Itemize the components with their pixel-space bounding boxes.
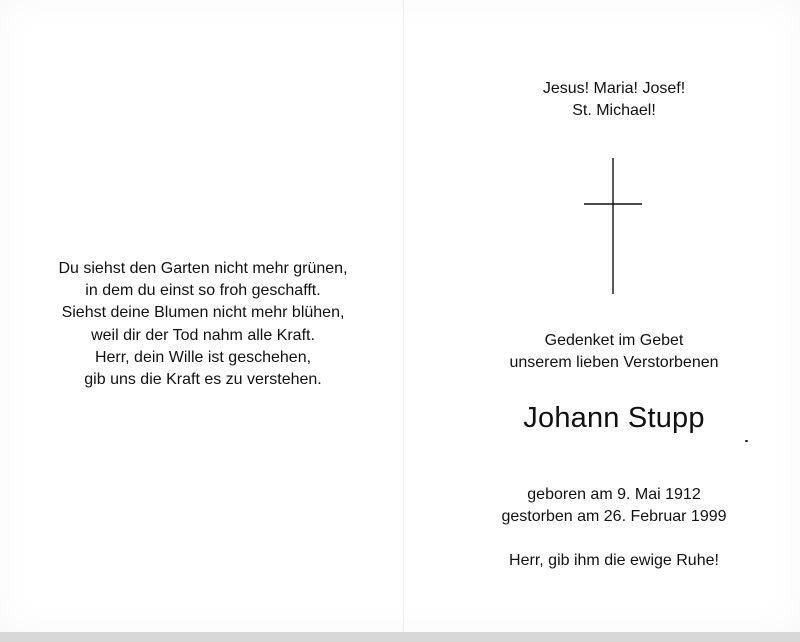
invocation-line: Jesus! Maria! Josef! [542,80,686,97]
remembrance-line: Gedenket im Gebet [544,332,684,349]
birth-date: geboren am 9. Mai 1912 [527,486,701,503]
closing-prayer: Herr, gib ihm die ewige Ruhe! [509,552,719,569]
deceased-name: Johann Stupp [523,402,705,434]
death-date: gestorben am 26. Februar 1999 [501,508,727,525]
remembrance-line: unserem lieben Verstorbenen [509,354,719,371]
life-dates [444,484,784,528]
latin-cross-icon [584,158,642,294]
poem-line: Siehst deine Blumen nicht mehr blühen, [61,304,345,322]
invocation-line: St. Michael! [572,102,656,119]
memorial-poem [14,258,392,391]
invocation [444,78,784,122]
poem-line: in dem du einst so froh geschafft. [85,282,321,300]
card-fold-line [403,0,404,632]
poem-line: Du siehst den Garten nicht mehr grünen, [58,260,348,277]
poem-line: Herr, dein Wille ist geschehen, [94,348,312,366]
remembrance-text [444,330,784,374]
poem-line: gib uns die Kraft es zu verstehen. [84,371,322,389]
poem-line: weil dir der Tod nahm alle Kraft. [91,326,315,344]
scan-bottom-edge [0,632,800,642]
print-speck [745,440,748,442]
